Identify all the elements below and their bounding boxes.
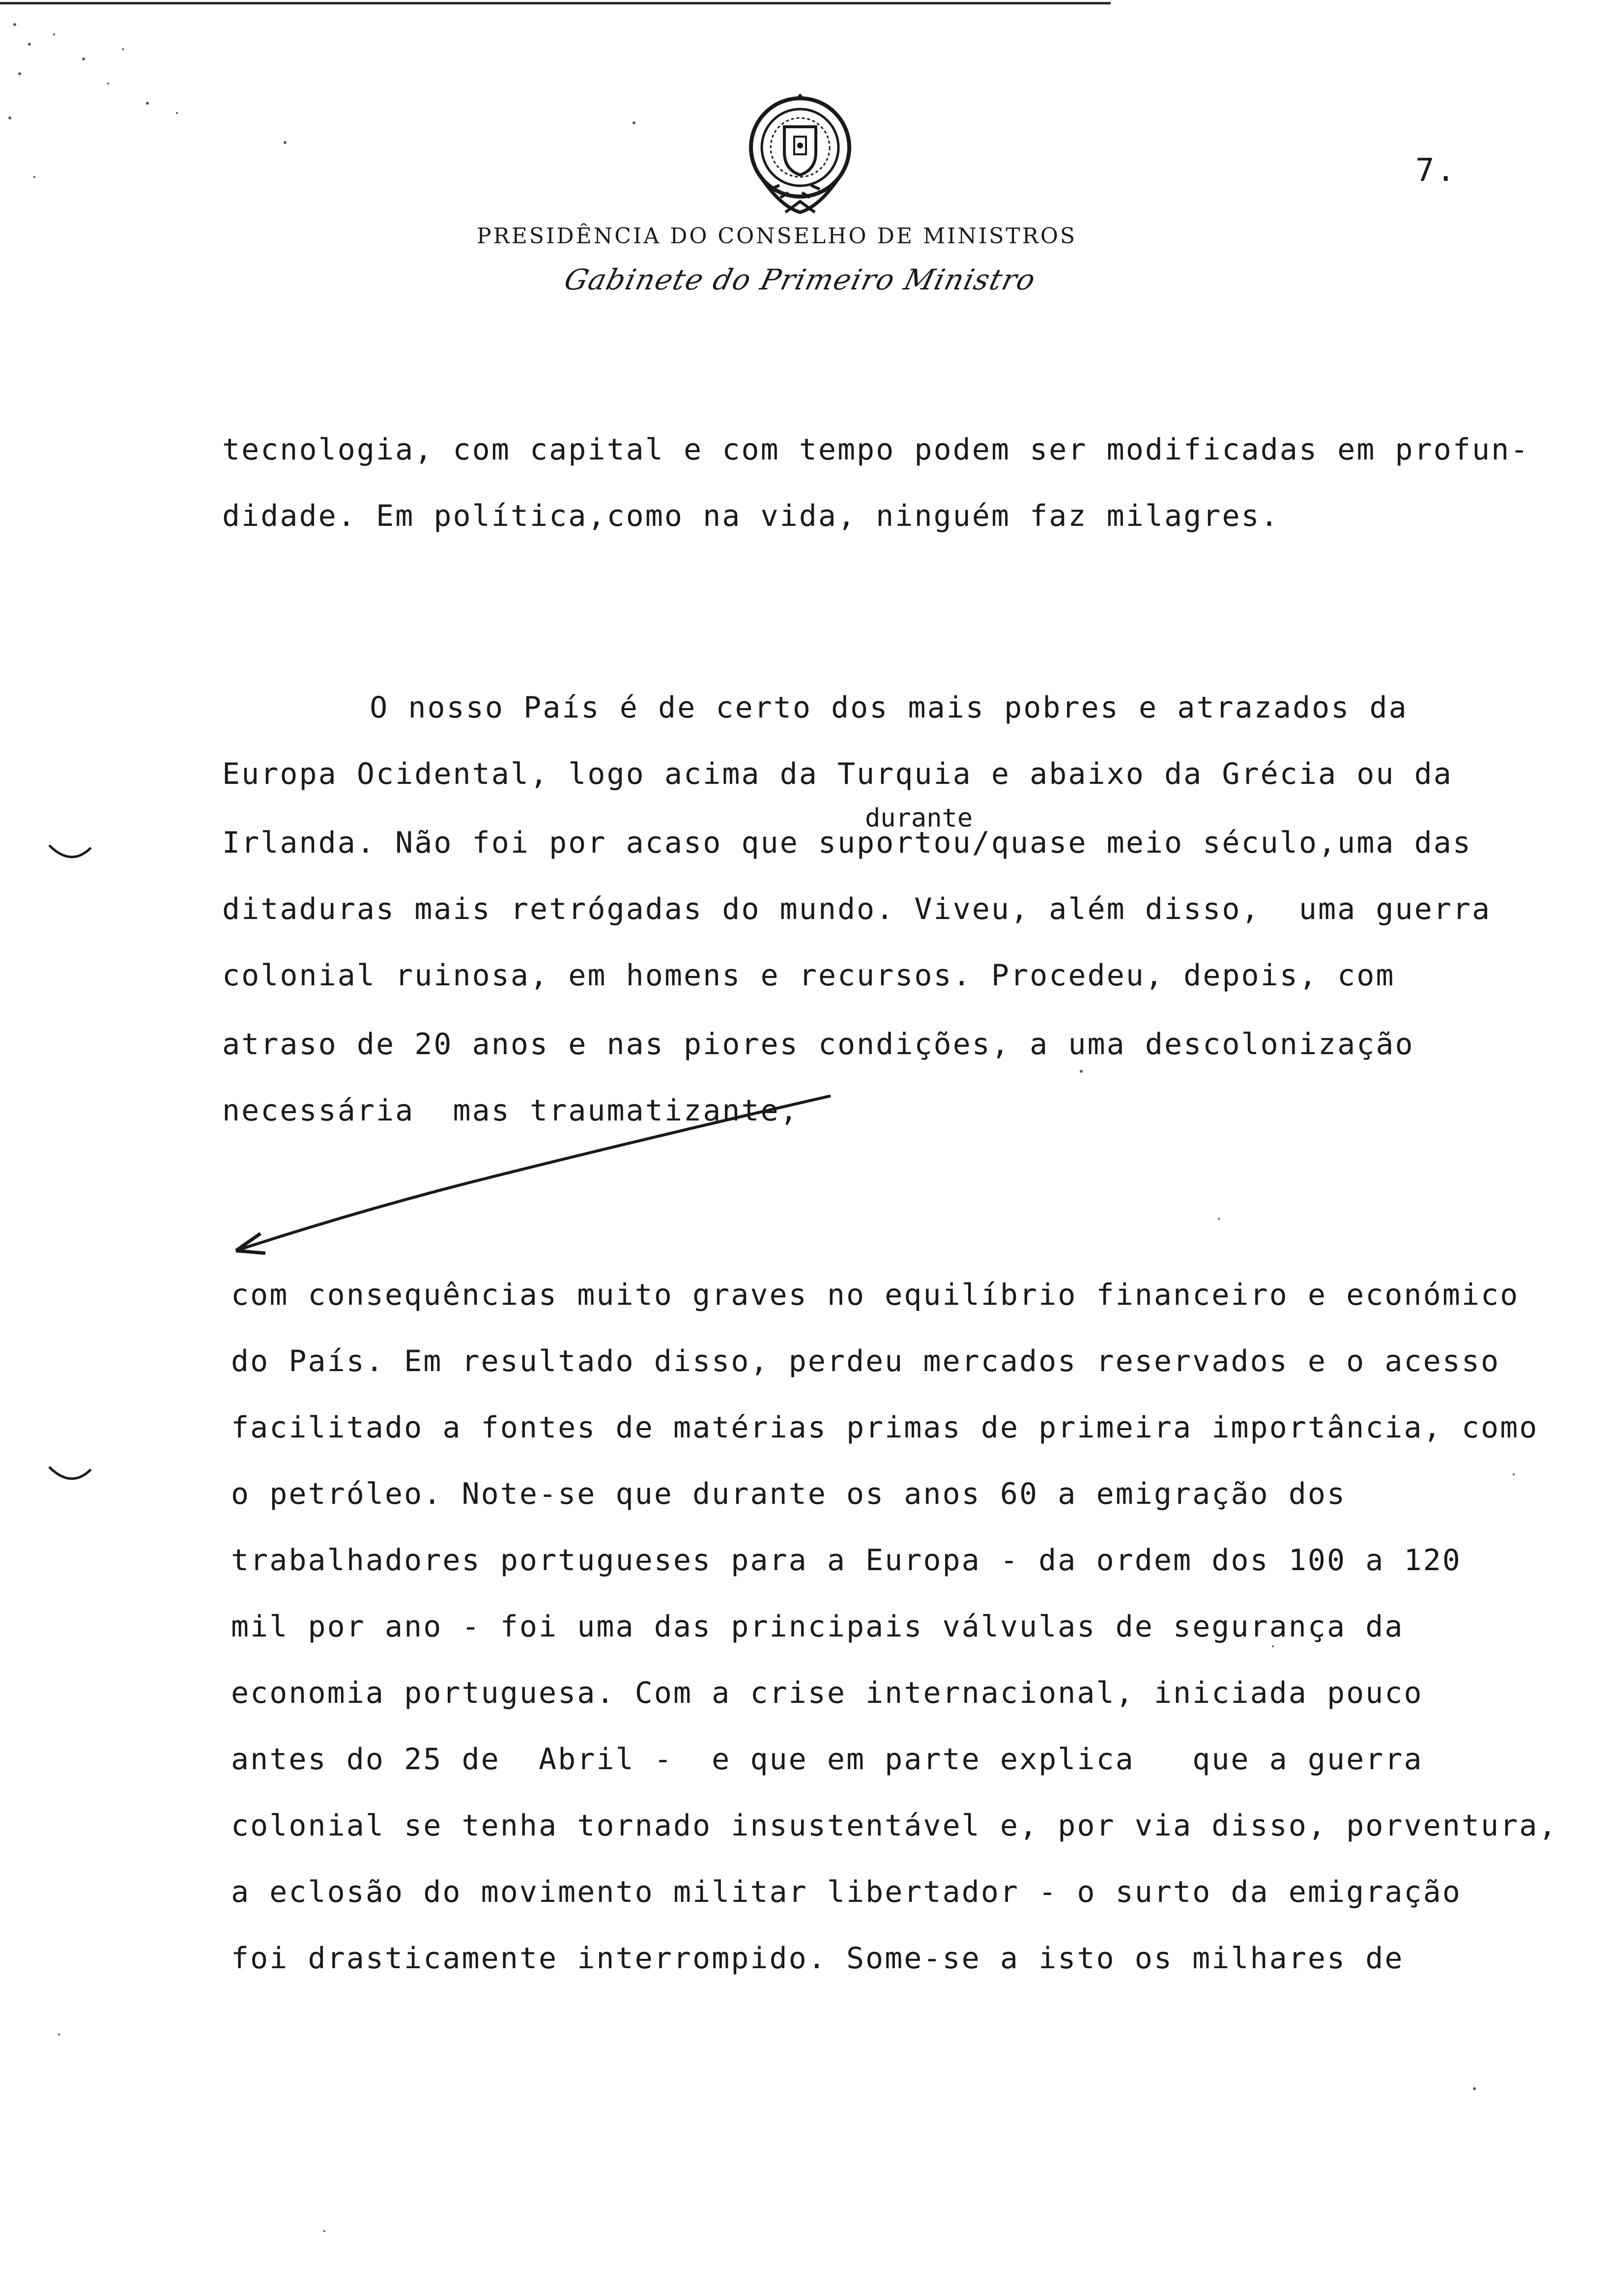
text-line: ditaduras mais retrógadas do mundo. Viveu, além disso, uma guerra [222,892,1492,926]
text-line: atraso de 20 anos e nas piores condições, a uma descolonização [222,1027,1414,1062]
text-line: colonial se tenha tornado insustentável e, por via disso, porventura, [231,1808,1558,1843]
letterhead-institution: PRESIDÊNCIA DO CONSELHO DE MINISTROS [477,224,1077,249]
page-number: 7. [1415,152,1458,189]
text-line: facilitado a fontes de matérias primas de primeira importância, como [231,1410,1539,1445]
binder-hole-mark-icon [47,1462,96,1487]
text-line: didade. Em política,como na vida, ninguém faz milagres. [222,499,1280,533]
coat-of-arms-seal-icon [726,84,874,231]
text-line: o petróleo. Note-se que durante os anos 60 a emigração dos [231,1477,1347,1511]
letterhead-office: Gabinete do Primeiro Ministro [561,263,1040,296]
text-line: economia portuguesa. Com a crise internacional, iniciada pouco [231,1676,1423,1710]
text-line: colonial ruinosa, em homens e recursos. Procedeu, depois, com [222,958,1395,993]
interlinear-insertion: durante [865,804,973,833]
text-line: a eclosão do movimento militar libertador - o surto da emigração [231,1875,1462,1909]
top-edge-rule [0,2,1111,4]
handwritten-arrow-icon [216,1091,855,1288]
text-line: Europa Ocidental, logo acima da Turquia e abaixo da Grécia ou da [222,757,1453,791]
text-line: O nosso País é de certo dos mais pobres e atrazados da [197,690,1408,725]
binder-hole-mark-icon [47,840,96,865]
text-line: antes do 25 de Abril - e que em parte explica que a guerra [231,1742,1423,1777]
text-line: necessária mas traumatizante, [222,1093,799,1128]
text-line: trabalhadores portugueses para a Europa - da ordem dos 100 a 120 [231,1543,1462,1578]
text-line: do País. Em resultado disso, perdeu mercados reservados e o acesso [231,1344,1500,1378]
text-line: foi drasticamente interrompido. Some-se a isto os milhares de [231,1941,1404,1976]
text-line: tecnologia, com capital e com tempo podem ser modificadas em profun- [222,432,1530,467]
text-line: Irlanda. Não foi por acaso que suportou/quase meio século,uma das [222,826,1472,860]
text-line: mil por ano - foi uma das principais válvulas de segurança da [231,1609,1404,1644]
text-line: com consequências muito graves no equilíbrio financeiro e económico [231,1278,1520,1312]
